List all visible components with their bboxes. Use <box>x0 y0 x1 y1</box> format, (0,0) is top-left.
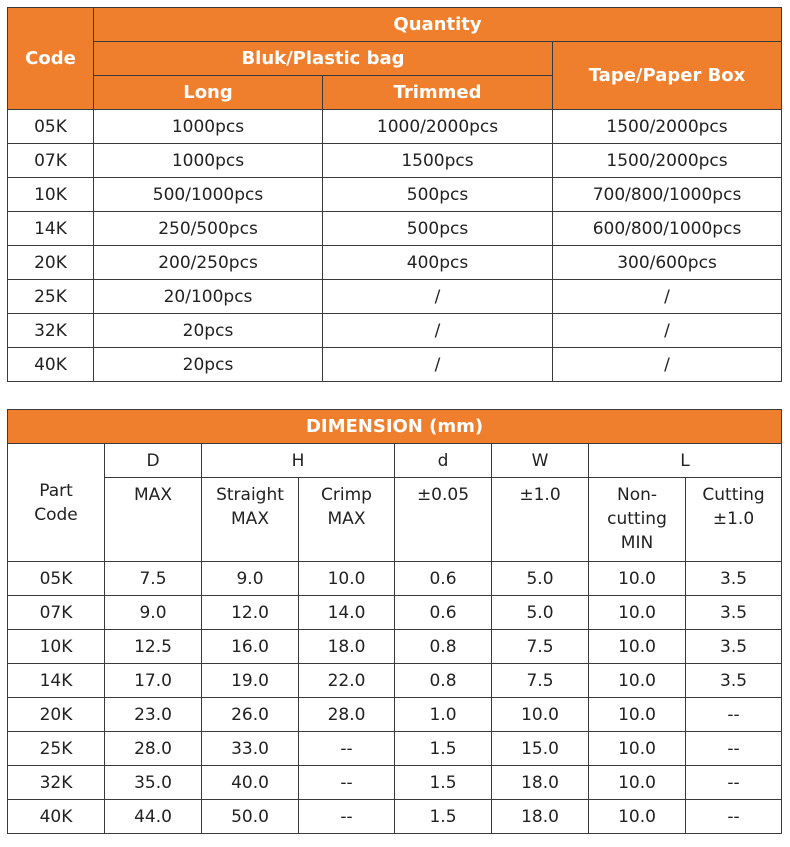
l-cutting-line-2: ±1.0 <box>712 509 755 529</box>
cell-l-cut: 3.5 <box>686 664 782 698</box>
cell-w: 7.5 <box>492 630 589 664</box>
cell-trimmed: / <box>323 348 553 382</box>
part-code-line-2: Code <box>34 504 78 525</box>
cell-l-non: 10.0 <box>589 698 686 732</box>
cell-code: 14K <box>8 212 94 246</box>
cell-h-crimp: 10.0 <box>299 562 395 596</box>
cell-d: 44.0 <box>105 800 202 834</box>
cell-trimmed: / <box>323 280 553 314</box>
small-d-tol-header <box>395 478 492 562</box>
cell-l-cut: -- <box>686 732 782 766</box>
h-straight-header <box>202 478 299 562</box>
d-max-header <box>105 478 202 562</box>
cell-code: 05K <box>8 562 105 596</box>
cell-d: 0.8 <box>395 630 492 664</box>
cell-trimmed: 1500pcs <box>323 144 553 178</box>
cell-h-crimp: 22.0 <box>299 664 395 698</box>
l-cutting-header <box>686 478 782 562</box>
cell-h-crimp: -- <box>299 800 395 834</box>
cell-tape: / <box>553 280 782 314</box>
cell-w: 7.5 <box>492 664 589 698</box>
trimmed-header: Trimmed <box>323 76 553 110</box>
quantity-row <box>8 314 782 348</box>
cell-l-cut: -- <box>686 766 782 800</box>
cell-l-non: 10.0 <box>589 562 686 596</box>
cell-trimmed: 400pcs <box>323 246 553 280</box>
cell-d: 9.0 <box>105 596 202 630</box>
cell-h-straight: 9.0 <box>202 562 299 596</box>
quantity-row <box>8 178 782 212</box>
cell-h-straight: 16.0 <box>202 630 299 664</box>
dimension-row <box>8 800 782 834</box>
cell-long: 200/250pcs <box>94 246 323 280</box>
cell-w: 18.0 <box>492 800 589 834</box>
cell-long: 20/100pcs <box>94 280 323 314</box>
h-straight-line-2: MAX <box>231 509 269 529</box>
cell-trimmed: 500pcs <box>323 178 553 212</box>
small-d-tol-label: ±0.05 <box>416 485 470 505</box>
quantity-header: Quantity <box>94 8 782 42</box>
cell-h-crimp: 28.0 <box>299 698 395 732</box>
cell-h-crimp: -- <box>299 766 395 800</box>
quantity-row <box>8 212 782 246</box>
l-noncutting-line-2: cutting <box>607 509 667 529</box>
cell-code: 40K <box>8 348 94 382</box>
d-max-label: MAX <box>134 485 172 505</box>
cell-l-cut: 3.5 <box>686 596 782 630</box>
part-code-header <box>8 444 105 562</box>
cell-w: 15.0 <box>492 732 589 766</box>
w-tol-header <box>492 478 589 562</box>
cell-code: 20K <box>8 698 105 732</box>
cell-code: 07K <box>8 144 94 178</box>
quantity-row <box>8 246 782 280</box>
cell-w: 5.0 <box>492 562 589 596</box>
cell-code: 07K <box>8 596 105 630</box>
cell-code: 05K <box>8 110 94 144</box>
cell-l-cut: -- <box>686 800 782 834</box>
w-tol-label: ±1.0 <box>519 485 561 505</box>
cell-l-non: 10.0 <box>589 766 686 800</box>
h-crimp-header <box>299 478 395 562</box>
cell-l-non: 10.0 <box>589 800 686 834</box>
dimension-title: DIMENSION (mm) <box>8 410 782 444</box>
dimension-row <box>8 664 782 698</box>
cell-tape: 600/800/1000pcs <box>553 212 782 246</box>
cell-h-straight: 26.0 <box>202 698 299 732</box>
dimension-row <box>8 766 782 800</box>
cell-l-cut: 3.5 <box>686 562 782 596</box>
w-header: W <box>492 444 589 478</box>
cell-l-non: 10.0 <box>589 732 686 766</box>
cell-tape: / <box>553 348 782 382</box>
l-noncutting-line-1: Non- <box>616 485 658 505</box>
h-crimp-line-1: Crimp <box>321 485 372 505</box>
cell-trimmed: 1000/2000pcs <box>323 110 553 144</box>
dimension-row <box>8 698 782 732</box>
cell-tape: 1500/2000pcs <box>553 110 782 144</box>
cell-h-crimp: 18.0 <box>299 630 395 664</box>
cell-d: 1.5 <box>395 766 492 800</box>
cell-d: 35.0 <box>105 766 202 800</box>
cell-long: 250/500pcs <box>94 212 323 246</box>
cell-trimmed: 500pcs <box>323 212 553 246</box>
l-cutting-line-1: Cutting <box>702 485 765 505</box>
cell-d: 0.6 <box>395 562 492 596</box>
dimension-row <box>8 596 782 630</box>
h-header: H <box>202 444 395 478</box>
cell-d: 0.6 <box>395 596 492 630</box>
quantity-row <box>8 110 782 144</box>
cell-h-crimp: 14.0 <box>299 596 395 630</box>
cell-w: 10.0 <box>492 698 589 732</box>
l-header: L <box>589 444 782 478</box>
cell-w: 18.0 <box>492 766 589 800</box>
quantity-table <box>7 7 782 382</box>
cell-long: 1000pcs <box>94 110 323 144</box>
cell-d: 28.0 <box>105 732 202 766</box>
small-d-header: d <box>395 444 492 478</box>
cell-code: 14K <box>8 664 105 698</box>
cell-code: 10K <box>8 178 94 212</box>
h-crimp-line-2: MAX <box>327 509 366 529</box>
cell-d: 17.0 <box>105 664 202 698</box>
cell-d: 1.5 <box>395 732 492 766</box>
cell-h-crimp: -- <box>299 732 395 766</box>
cell-l-cut: 3.5 <box>686 630 782 664</box>
cell-h-straight: 33.0 <box>202 732 299 766</box>
cell-h-straight: 40.0 <box>202 766 299 800</box>
cell-long: 20pcs <box>94 314 323 348</box>
dimension-row <box>8 562 782 596</box>
cell-code: 32K <box>8 314 94 348</box>
cell-trimmed: / <box>323 314 553 348</box>
cell-w: 5.0 <box>492 596 589 630</box>
cell-l-cut: -- <box>686 698 782 732</box>
quantity-row <box>8 280 782 314</box>
cell-long: 20pcs <box>94 348 323 382</box>
l-noncutting-line-3: MIN <box>620 533 654 553</box>
bulk-header: Bluk/Plastic bag <box>94 42 553 76</box>
code-header: Code <box>8 8 94 110</box>
cell-tape: 700/800/1000pcs <box>553 178 782 212</box>
part-code-line-1: Part <box>39 480 73 501</box>
cell-tape: 300/600pcs <box>553 246 782 280</box>
cell-h-straight: 19.0 <box>202 664 299 698</box>
cell-d: 7.5 <box>105 562 202 596</box>
dimension-table <box>7 409 782 834</box>
quantity-row <box>8 348 782 382</box>
cell-h-straight: 12.0 <box>202 596 299 630</box>
d-header: D <box>105 444 202 478</box>
quantity-row <box>8 144 782 178</box>
cell-h-straight: 50.0 <box>202 800 299 834</box>
cell-d: 12.5 <box>105 630 202 664</box>
cell-d: 1.0 <box>395 698 492 732</box>
cell-code: 25K <box>8 280 94 314</box>
cell-code: 20K <box>8 246 94 280</box>
l-noncutting-header <box>589 478 686 562</box>
tape-header: Tape/Paper Box <box>553 42 782 110</box>
cell-l-non: 10.0 <box>589 664 686 698</box>
cell-code: 25K <box>8 732 105 766</box>
dimension-row <box>8 630 782 664</box>
cell-tape: / <box>553 314 782 348</box>
cell-code: 32K <box>8 766 105 800</box>
long-header: Long <box>94 76 323 110</box>
cell-l-non: 10.0 <box>589 630 686 664</box>
cell-d: 23.0 <box>105 698 202 732</box>
cell-tape: 1500/2000pcs <box>553 144 782 178</box>
cell-code: 40K <box>8 800 105 834</box>
dimension-row <box>8 732 782 766</box>
h-straight-line-1: Straight <box>216 485 284 505</box>
cell-l-non: 10.0 <box>589 596 686 630</box>
cell-long: 500/1000pcs <box>94 178 323 212</box>
cell-code: 10K <box>8 630 105 664</box>
cell-d: 0.8 <box>395 664 492 698</box>
cell-d: 1.5 <box>395 800 492 834</box>
cell-long: 1000pcs <box>94 144 323 178</box>
